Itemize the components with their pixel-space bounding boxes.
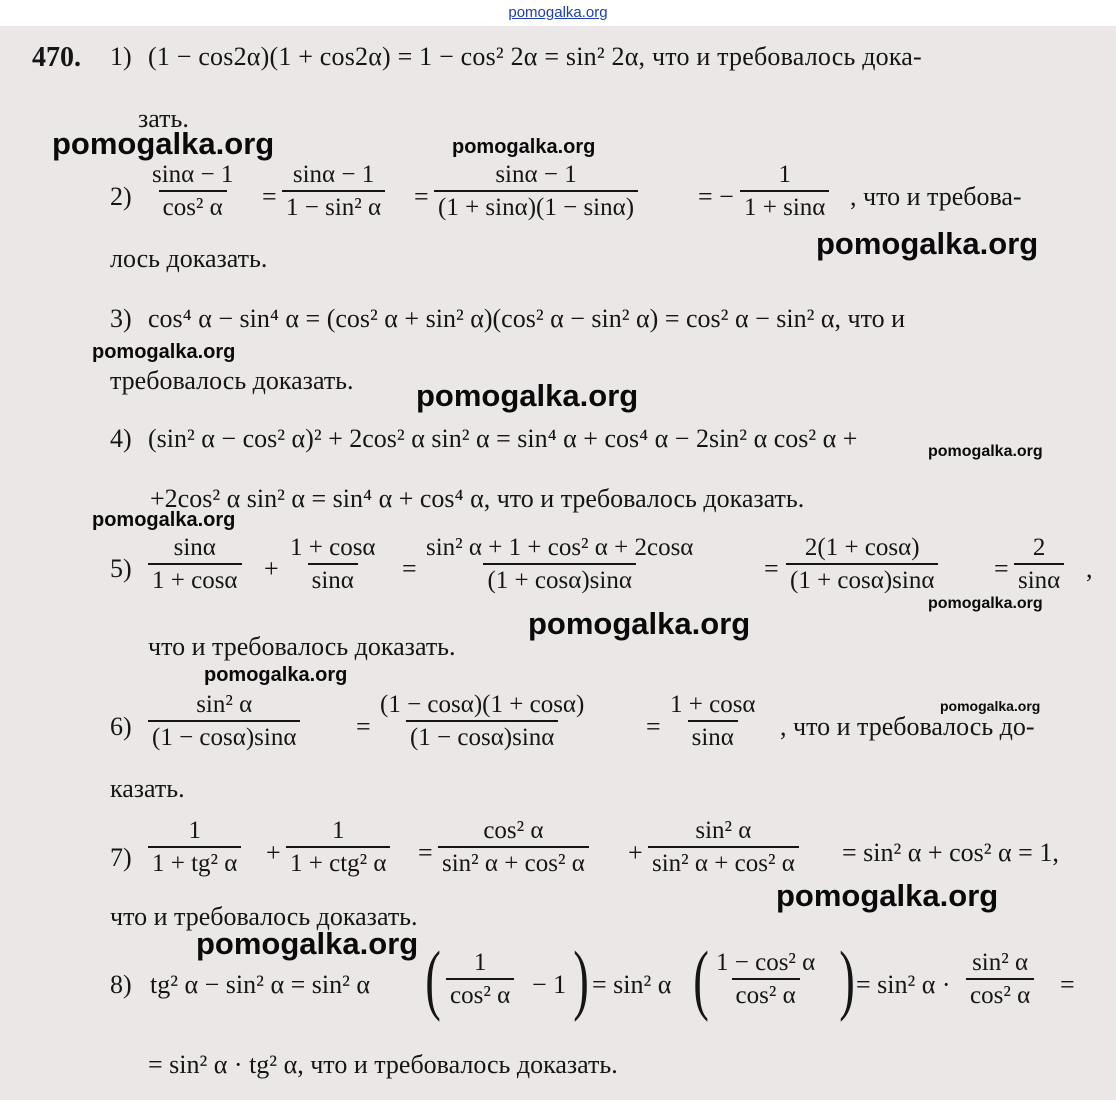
item-7-fraction-3: cos² α sin² α + cos² α (438, 818, 589, 876)
watermark: pomogalka.org (940, 698, 1041, 714)
item-7-plus-2: + (628, 838, 643, 867)
item-7-fraction-2: 1 1 + ctg² α (286, 818, 390, 876)
watermark: pomogalka.org (816, 226, 1039, 261)
item-6-fraction-3: 1 + cosα sinα (670, 691, 756, 751)
item-8-eq-3: = (1060, 970, 1075, 999)
problem-number: 470. (32, 42, 81, 73)
item-3-line2: требовалось доказать. (110, 366, 354, 395)
item-2-tail: , что и требова- (850, 182, 1022, 211)
item-4-number: 4) (110, 424, 132, 453)
item-8-fraction-3: sin² α cos² α (966, 950, 1034, 1008)
item-5-fraction-1: sinα 1 + cosα (148, 535, 242, 593)
item-5-tail: , (1086, 554, 1093, 583)
item-5-plus-1: + (264, 554, 279, 583)
item-3-line1: cos⁴ α − sin⁴ α = (cos² α + sin² α)(cos² α − sin² α) = cos² α − sin² α, что и (148, 304, 905, 333)
item-6-eq-2: = (646, 712, 661, 741)
site-watermark-link[interactable]: pomogalka.org (508, 4, 608, 21)
item-8-minus-one: − 1 (532, 970, 567, 999)
item-5-eq-1: = (402, 554, 417, 583)
item-5-fraction-3: sin² α + 1 + cos² α + 2cosα (1 + cosα)sinα (426, 534, 694, 594)
item-8-line2: = sin² α · tg² α, что и требовалось доказать. (148, 1050, 618, 1079)
item-1-number: 1) (110, 42, 132, 71)
item-2-fraction-3: sinα − 1 (1 + sinα)(1 − sinα) (434, 162, 638, 220)
item-2-eq-1: = (262, 182, 277, 211)
item-6-line2: казать. (110, 774, 185, 803)
watermark: pomogalka.org (196, 926, 419, 961)
item-1-line1: (1 − cos2α)(1 + cos2α) = 1 − cos² 2α = sin² 2α, что и требовалось дока- (148, 42, 922, 71)
item-3-number: 3) (110, 304, 132, 333)
item-5-eq-2: = (764, 554, 779, 583)
watermark: pomogalka.org (452, 136, 596, 158)
item-7-fraction-1: 1 1 + tg² α (148, 818, 241, 876)
watermark: pomogalka.org (204, 664, 348, 686)
item-8-right-paren-1: ) (573, 935, 589, 1022)
watermark: pomogalka.org (776, 878, 999, 913)
item-8-fraction-2: 1 − cos² α cos² α (716, 949, 816, 1009)
item-2-eq-2: = (414, 182, 429, 211)
item-6-number: 6) (110, 712, 132, 741)
item-6-eq-1: = (356, 712, 371, 741)
item-8-left-paren-1: ( (425, 935, 441, 1022)
item-2-line2: лось доказать. (110, 244, 268, 273)
item-2-eq-3: = − (698, 182, 734, 211)
item-7-plus-1: + (266, 838, 281, 867)
item-7-tail: = sin² α + cos² α = 1, (842, 838, 1059, 867)
item-6-tail: , что и требовалось до- (780, 712, 1035, 741)
item-7-line2: что и требовалось доказать. (110, 902, 418, 931)
watermark: pomogalka.org (92, 341, 236, 363)
item-6-fraction-2: (1 − cosα)(1 + cosα) (1 − cosα)sinα (380, 691, 585, 751)
watermark: pomogalka.org (52, 126, 275, 161)
item-8-lead: tg² α − sin² α = sin² α (150, 970, 370, 999)
item-2-fraction-1: sinα − 1 cos² α (152, 161, 234, 221)
item-4-line1: (sin² α − cos² α)² + 2cos² α sin² α = sin⁴ α + cos⁴ α − 2sin² α cos² α + (148, 424, 858, 453)
watermark: pomogalka.org (528, 606, 751, 641)
item-7-fraction-4: sin² α sin² α + cos² α (648, 818, 799, 876)
item-2-fraction-4: 1 1 + sinα (740, 162, 829, 220)
item-5-eq-3: = (994, 554, 1009, 583)
item-5-fraction-4: 2(1 + cosα) (1 + cosα)sinα (786, 535, 938, 593)
watermark: pomogalka.org (928, 595, 1043, 612)
item-5-line2: что и требовалось доказать. (148, 632, 456, 661)
item-8-eq-2: = sin² α · (856, 970, 951, 999)
item-8-right-paren-2: ) (839, 935, 855, 1022)
item-4-line2: +2cos² α sin² α = sin⁴ α + cos⁴ α, что и требовалось доказать. (150, 484, 805, 513)
item-8-left-paren-2: ( (693, 935, 709, 1022)
item-8-eq-1: = sin² α (592, 970, 672, 999)
item-5-fraction-5: 2 sinα (1014, 535, 1064, 593)
item-8-fraction-1: 1 cos² α (446, 950, 514, 1008)
watermark: pomogalka.org (92, 509, 236, 531)
watermark: pomogalka.org (928, 443, 1043, 460)
item-5-fraction-2: 1 + cosα sinα (290, 534, 376, 594)
item-5-number: 5) (110, 554, 132, 583)
item-7-eq-1: = (418, 838, 433, 867)
item-8-number: 8) (110, 970, 132, 999)
item-2-fraction-2: sinα − 1 1 − sin² α (282, 162, 385, 220)
item-1-line2: зать. (138, 104, 189, 133)
item-7-number: 7) (110, 843, 132, 872)
item-2-number: 2) (110, 182, 132, 211)
item-6-fraction-1: sin² α (1 − cosα)sinα (148, 692, 300, 750)
watermark: pomogalka.org (416, 378, 639, 413)
